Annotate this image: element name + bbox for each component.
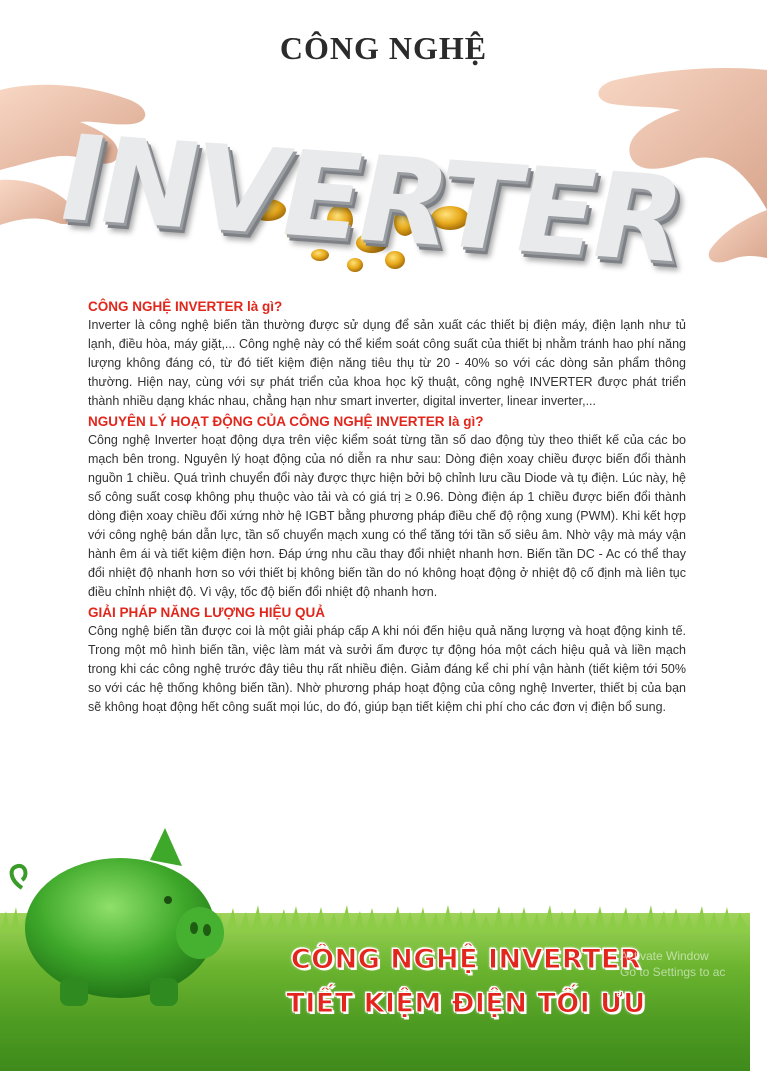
slogan-line-1: CÔNG NGHỆ INVERTER <box>290 944 642 975</box>
article-body <box>88 298 686 719</box>
watermark-line-1: Activate Window <box>620 949 709 963</box>
footer-banner <box>0 818 767 1071</box>
section-heading-principle: NGUYÊN LÝ HOẠT ĐỘNG CỦA CÔNG NGHỆ INVERTER là gì? <box>88 414 484 429</box>
slogan-line-2: TIẾT KIỆM ĐIỆN TỐI ƯU <box>286 988 646 1019</box>
page-title: CÔNG NGHỆ <box>279 30 488 66</box>
section-heading-efficiency: GIẢI PHÁP NĂNG LƯỢNG HIỆU QUẢ <box>88 605 325 620</box>
section-body-efficiency: Công nghệ biến tần được coi là một giải pháp cấp A khi nói đến hiệu quả năng lượng và hoạt động kinh tế. Trong một mô hình biến tần, việc làm mát và sưởi ấm được tự động hóa một cách hiệu quả và liền mạch trong khi các công nghệ trước đây tiêu thụ rất nhiều điện. Giảm đáng kể chi phí vận hành (tiết kiệm tới 50% so với các hệ thống không biến tần). Nhờ phương pháp hoạt động của công nghệ Inverter, thiết bị của bạn sẽ không hoạt động hết công suất mọi lúc, do đó, giúp bạn tiết kiệm chi phí cho các đơn vị điện bổ sung. <box>88 624 686 714</box>
green-piggy-bank-icon <box>0 818 260 1018</box>
hero-illustration <box>0 60 767 289</box>
section-body-what-is: Inverter là công nghệ biến tần thường được sử dụng để sản xuất các thiết bị điện máy, điện lạnh như tủ lạnh, điều hòa, máy giặt,... Công nghệ này có thể kiểm soát công suất của thiết bị nhằm tránh hao phí năng lượng không đáng có, từ đó tiết kiệm điện năng tiêu thụ từ 20 - 40% so với các dòng sản phẩm thông thường. Hiện nay, cùng với sự phát triển của khoa học kỹ thuật, công nghệ INVERTER được phát triển thành nhiều dạng khác nhau, chẳng hạn như smart inverter, digital inverter, linear inverter,... <box>88 318 686 408</box>
watermark-line-2: Go to Settings to ac <box>620 965 726 979</box>
activate-windows-watermark <box>620 948 767 980</box>
section-body-principle: Công nghệ Inverter hoạt động dựa trên việc kiểm soát từng tần số dao động tùy theo thiết kế của các bo mạch bên trong. Nguyên lý hoạt động của nó diễn ra như sau: Dòng điện xoay chiều được biến đổi thành nguồn 1 chiều. Quá trình chuyển đổi này được thực hiện bởi bộ chỉnh lưu cầu Diode và tụ điện. Lúc này, hệ số công suất cosφ không phụ thuộc vào tải và có giá trị ≥ 0.96. Dòng điện áp 1 chiều được biến đổi thành dòng điện xoay chiều đối xứng nhờ hệ IGBT bằng phương pháp điều chế độ rộng xung (PWM). Khi kết hợp với công nghệ bán dẫn lực, tần số chuyển mạch xung có thể tăng tới tần số siêu âm. Nhờ vậy mà máy vận hành êm ái và tiết kiệm điện hơn. Đáp ứng nhu cầu thay đổi nhiệt nhanh hơn. Biến tần DC - Ac có thể thay đổi nhiệt độ nhanh hơn so với thiết bị không biến tần do nó không hoạt động ở nhiệt độ cố định mà liên tục điều chỉnh nhiệt độ. Vì vậy, tốc độ biến đổi nhiệt độ nhanh hơn. <box>88 433 686 599</box>
hero-inverter-word: INVERTER <box>46 109 694 289</box>
section-heading-what-is: CÔNG NGHỆ INVERTER là gì? <box>88 299 283 314</box>
